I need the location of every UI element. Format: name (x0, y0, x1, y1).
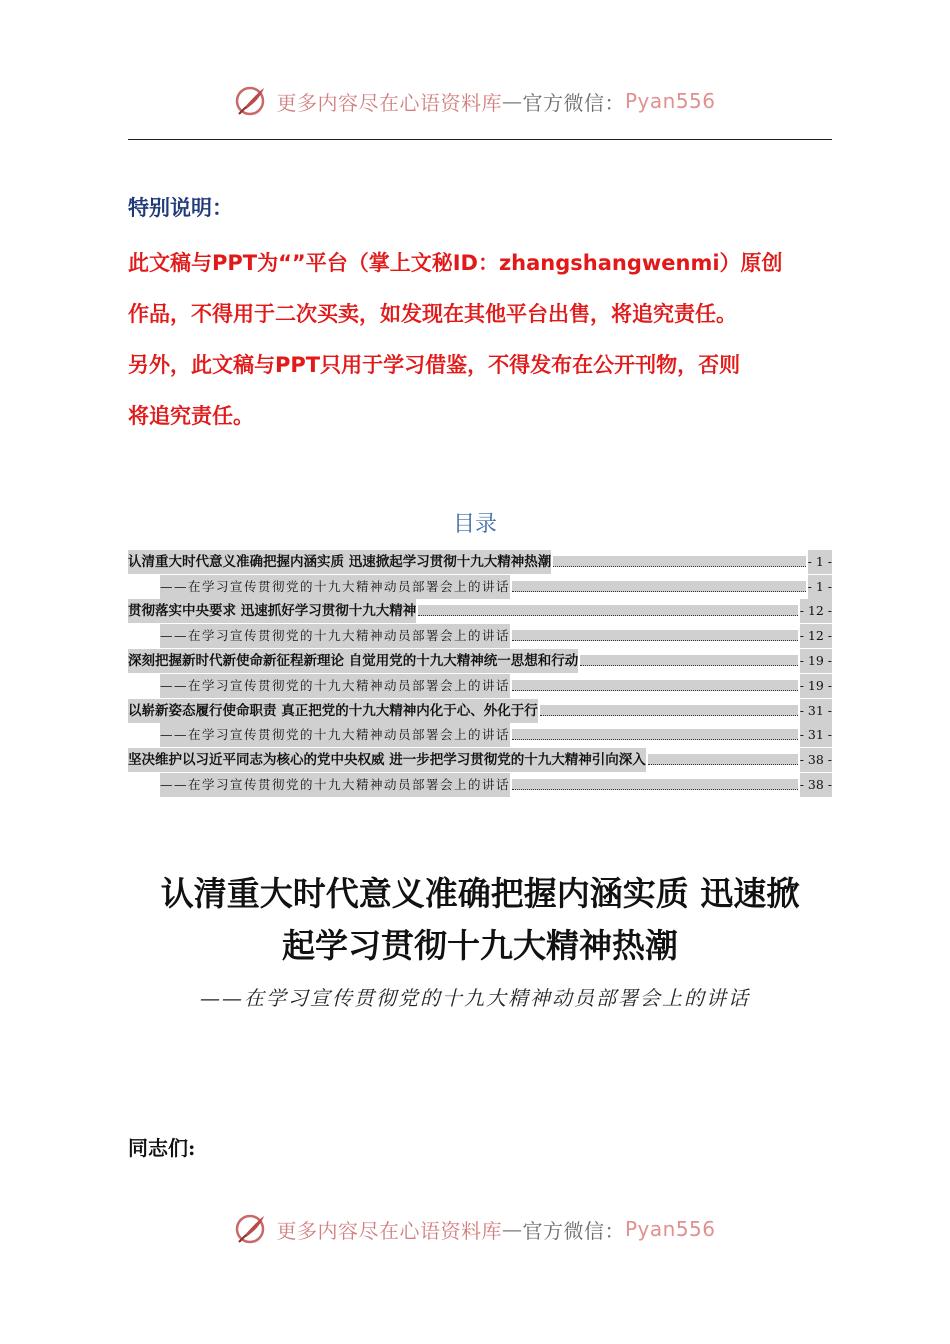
toc-entry-page: - 31 - (800, 723, 832, 747)
toc-entry-title: 深刻把握新时代新使命新征程新理论 自觉用党的十九大精神统一思想和行动 (128, 649, 578, 673)
toc-entry-title: ——在学习宣传贯彻党的十九大精神动员部署会上的讲话 (160, 723, 510, 747)
header-watermark (0, 84, 950, 118)
toc-leader-dots (512, 680, 798, 691)
article-title-line: 认清重大时代意义准确把握内涵实质 迅速掀 (160, 874, 800, 913)
toc-entry-page: - 12 - (800, 624, 832, 648)
toc-entry[interactable] (128, 574, 832, 599)
toc-entry-title: ——在学习宣传贯彻党的十九大精神动员部署会上的讲话 (160, 674, 510, 698)
toc-leader-dots (553, 556, 805, 567)
quill-logo-icon (234, 1212, 268, 1246)
toc-entry-page: - 12 - (800, 599, 832, 623)
toc-entry[interactable] (128, 549, 832, 574)
toc-leader-dots (418, 605, 797, 616)
toc-leader-dots (512, 581, 806, 592)
toc-entry[interactable] (128, 599, 832, 624)
notice-line: 将追究责任。 (128, 404, 254, 428)
toc-entry-page: - 31 - (800, 699, 832, 723)
watermark-main-text: 更多内容尽在心语资料库 (276, 1218, 502, 1243)
toc-entry-title: 认清重大时代意义准确把握内涵实质 迅速掀起学习贯彻十九大精神热潮 (128, 550, 551, 574)
toc-leader-dots (512, 729, 798, 740)
toc-leader-dots (512, 630, 798, 641)
toc-leader-dots (580, 655, 797, 666)
toc-entry-title: ——在学习宣传贯彻党的十九大精神动员部署会上的讲话 (160, 575, 510, 599)
article-subtitle: ——在学习宣传贯彻党的十九大精神动员部署会上的讲话 (200, 986, 750, 1010)
toc-leader-dots (648, 754, 798, 765)
watermark-wechat-label: 官方微信： (522, 90, 625, 115)
notice-line: 此文稿与PPT为“”平台（掌上文秘ID：zhangshangwenmi）原创 (128, 251, 783, 275)
toc-leader-dots (512, 779, 798, 790)
toc-entry-page: - 19 - (800, 649, 832, 673)
toc-entry-page: - 38 - (800, 748, 832, 772)
article-title-line: 起学习贯彻十九大精神热潮 (282, 926, 678, 965)
article-greeting: 同志们: (128, 1136, 196, 1160)
toc-entry[interactable] (128, 747, 832, 772)
toc-leader-dots (540, 705, 798, 716)
toc-entry-title: ——在学习宣传贯彻党的十九大精神动员部署会上的讲话 (160, 773, 510, 797)
toc-entry-page: - 1 - (808, 550, 832, 574)
table-of-contents (128, 549, 832, 797)
toc-entry[interactable] (128, 772, 832, 797)
watermark-dash: — (501, 1217, 523, 1241)
toc-entry-title: ——在学习宣传贯彻党的十九大精神动员部署会上的讲话 (160, 624, 510, 648)
toc-entry-title: 贯彻落实中央要求 迅速抓好学习贯彻十九大精神 (128, 599, 416, 623)
toc-entry[interactable] (128, 698, 832, 723)
notice-line: 另外，此文稿与PPT只用于学习借鉴，不得发布在公开刊物，否则 (128, 353, 741, 377)
quill-logo-icon (234, 84, 268, 118)
toc-entry-title: 以崭新姿态履行使命职责 真正把党的十九大精神内化于心、外化于行 (128, 699, 538, 723)
notice-line: 作品，不得用于二次买卖，如发现在其他平台出售，将追究责任。 (128, 302, 737, 326)
footer-watermark (0, 1212, 950, 1246)
toc-entry-page: - 19 - (800, 674, 832, 698)
toc-entry-page: - 38 - (800, 773, 832, 797)
watermark-main-text: 更多内容尽在心语资料库 (276, 90, 502, 115)
toc-entry[interactable] (128, 623, 832, 648)
watermark-wechat-id: Pyan556 (624, 89, 716, 113)
toc-entry[interactable] (128, 673, 832, 698)
toc-entry-page: - 1 - (808, 575, 832, 599)
watermark-dash: — (501, 89, 523, 113)
article-title (128, 868, 832, 972)
toc-entry[interactable] (128, 648, 832, 673)
toc-entry[interactable] (128, 723, 832, 748)
toc-heading: 目录 (452, 512, 497, 537)
watermark-wechat-id: Pyan556 (624, 1217, 716, 1241)
notice-body (128, 238, 832, 442)
notice-title: 特别说明： (128, 196, 233, 220)
watermark-wechat-label: 官方微信： (522, 1218, 625, 1243)
header-rule (128, 139, 832, 140)
toc-entry-title: 坚决维护以习近平同志为核心的党中央权威 进一步把学习贯彻党的十九大精神引向深入 (128, 748, 646, 772)
